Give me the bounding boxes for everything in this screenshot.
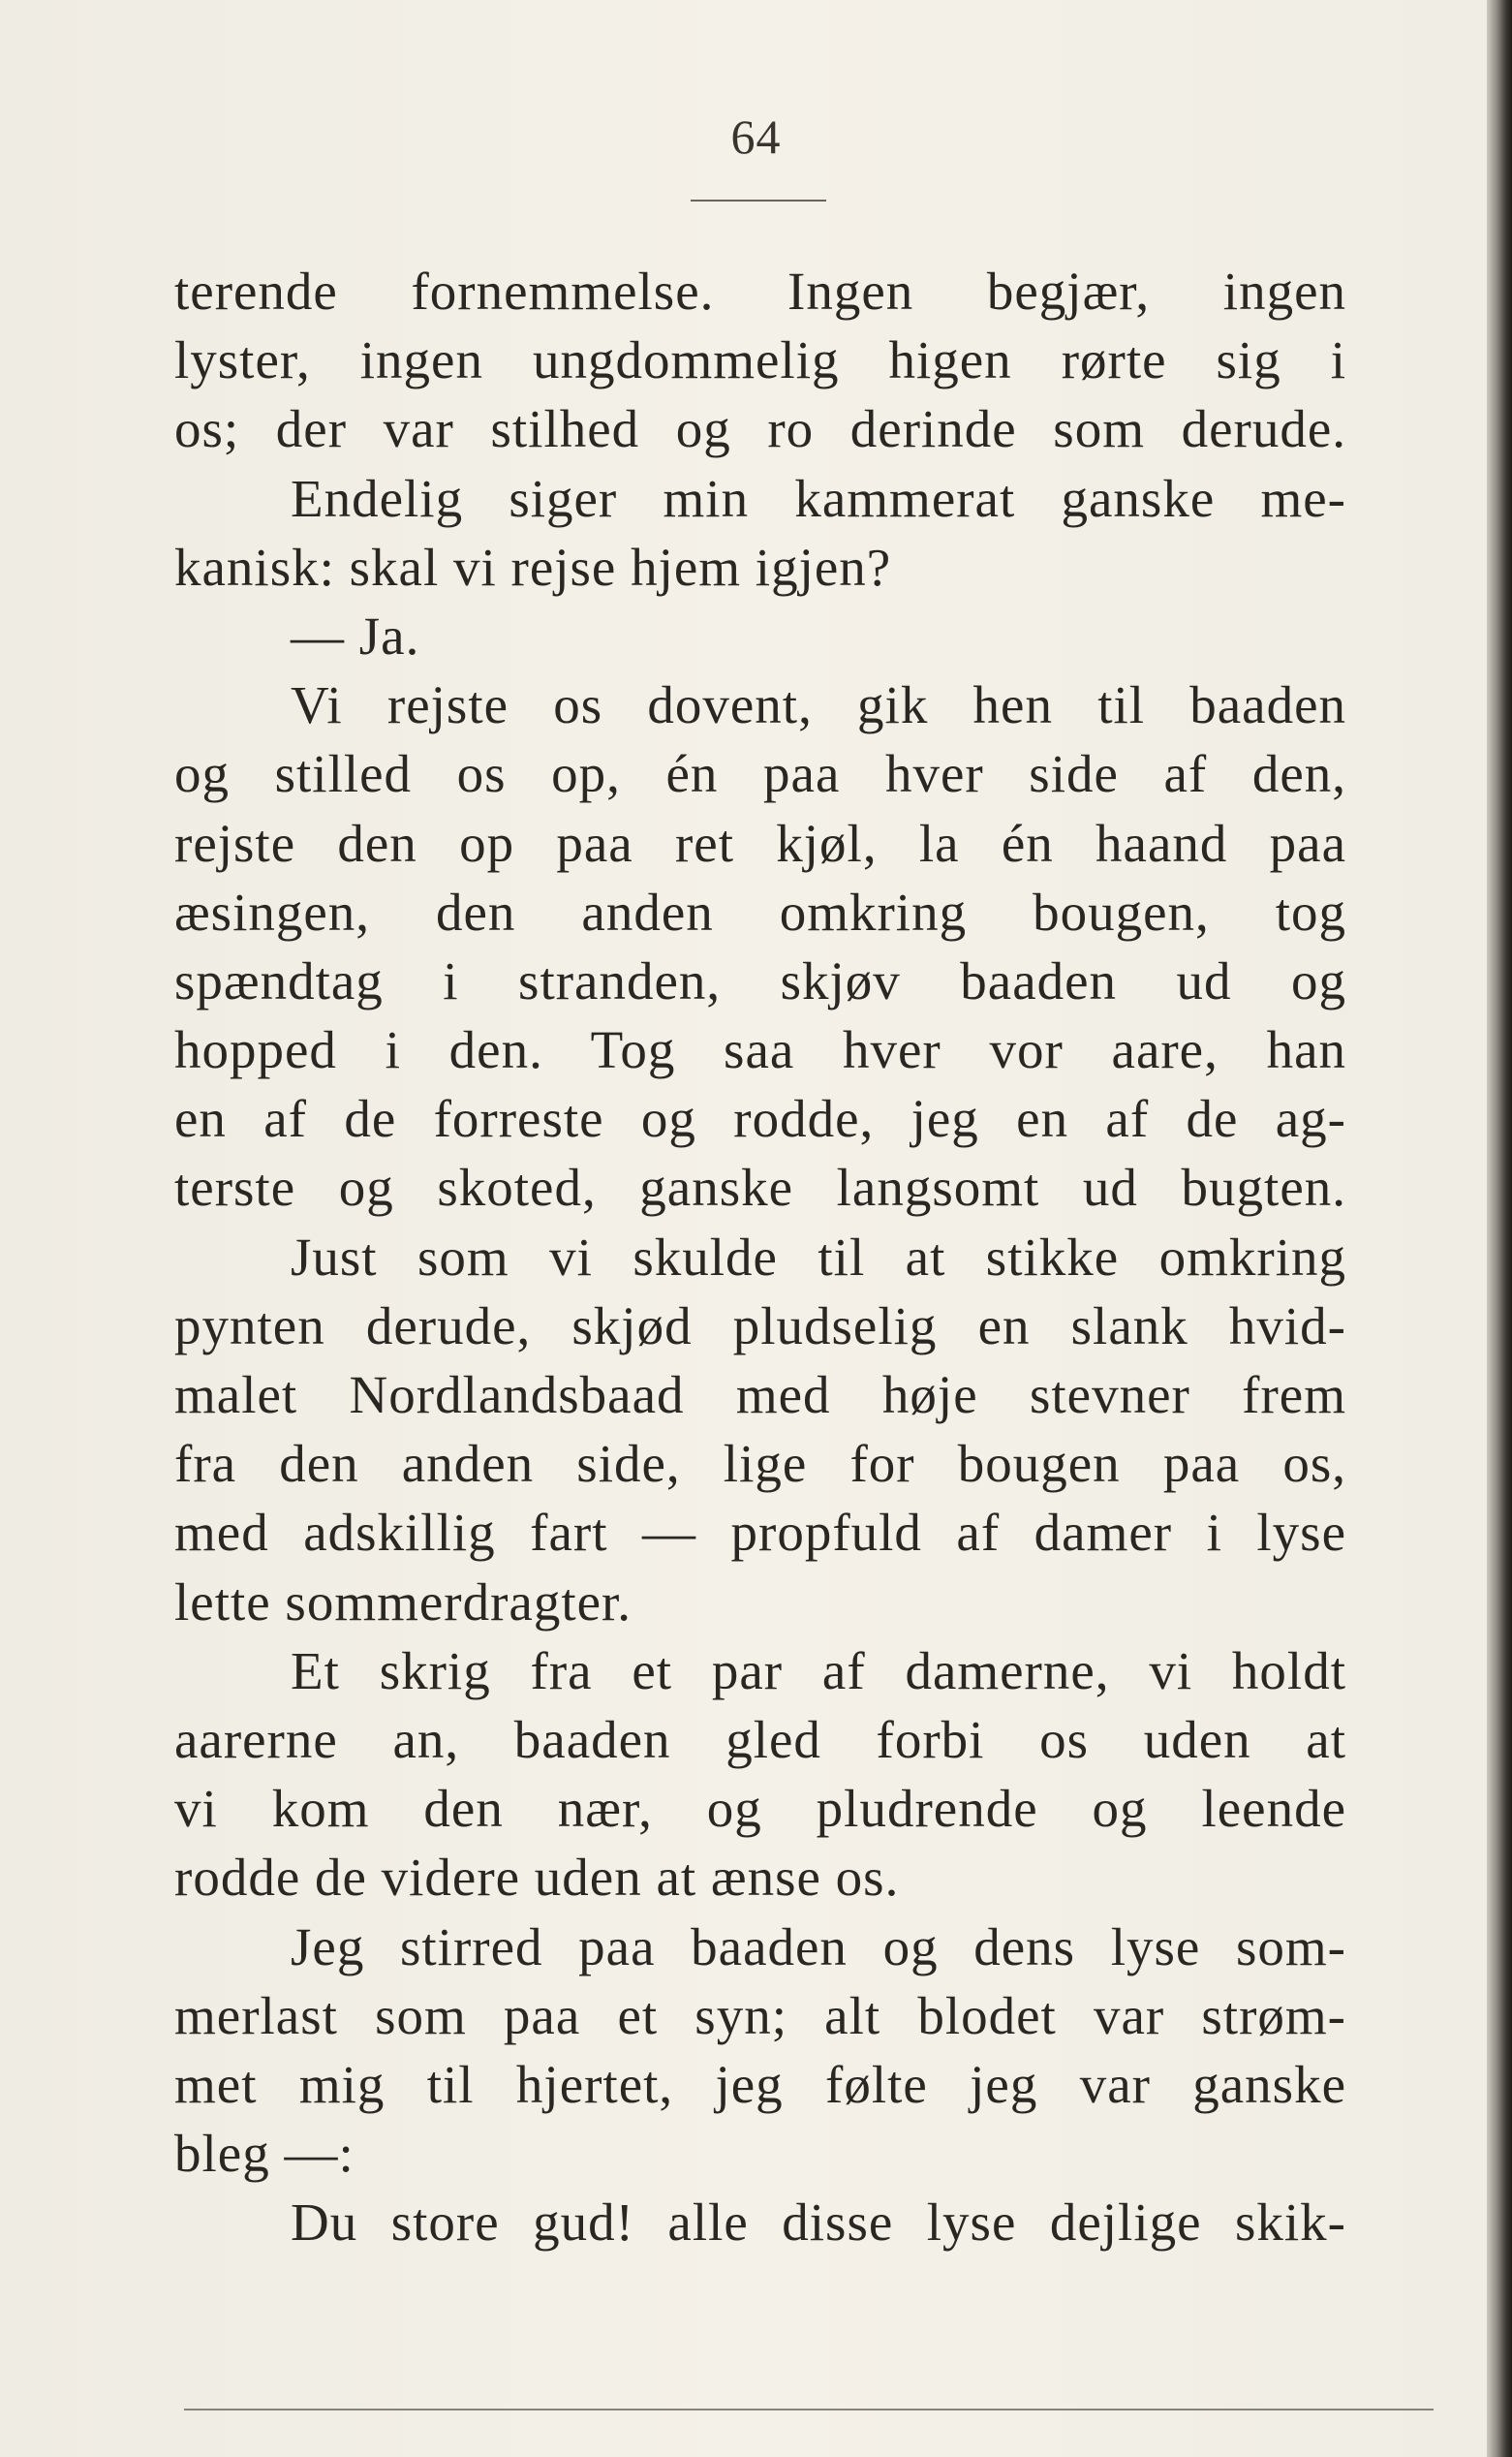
page-number: 64	[730, 109, 782, 164]
page-bottom-edge	[184, 2409, 1434, 2410]
text-line: rejste den op paa ret kjøl, la én haand paa	[174, 813, 1346, 873]
page-edge-shadow	[1487, 0, 1512, 2457]
text-line: vi kom den nær, og pludrende og leende	[174, 1779, 1346, 1839]
text-line: Endelig siger min kammerat ganske me-	[291, 468, 1346, 528]
text-line: — Ja.	[291, 606, 420, 666]
text-line: en af de forreste og rodde, jeg en af de ag-	[174, 1089, 1346, 1149]
text-line: Et skrig fra et par af damerne, vi holdt	[291, 1640, 1346, 1700]
text-line: med adskillig fart — propfuld af damer i lyse	[174, 1503, 1346, 1563]
text-line: bleg —:	[174, 2124, 355, 2184]
body-text	[174, 257, 1346, 2256]
text-line: malet Nordlandsbaad med høje stevner frem	[174, 1365, 1346, 1424]
text-line: og stilled os op, én paa hver side af den,	[174, 744, 1346, 804]
text-line: spændtag i stranden, skjøv baaden ud og	[174, 950, 1346, 1011]
text-line: lyster, ingen ungdommelig higen rørte sig i	[174, 330, 1346, 390]
text-line: Vi rejste os dovent, gik hen til baaden	[291, 675, 1346, 735]
text-line: æsingen, den anden omkring bougen, tog	[174, 882, 1346, 942]
text-line: os; der var stilhed og ro derinde som derude.	[174, 399, 1346, 459]
text-line: Du store gud! alle disse lyse dejlige skik-	[291, 2193, 1346, 2253]
text-line: pynten derude, skjød pludselig en slank hvid-	[174, 1295, 1346, 1355]
text-line: rodde de videre uden at ænse os.	[174, 1848, 900, 1908]
text-line: hopped i den. Tog saa hver vor aare, han	[174, 1020, 1346, 1080]
text-line: merlast som paa et syn; alt blodet var strøm-	[174, 1985, 1346, 2045]
text-line: aarerne an, baaden gled forbi os uden at	[174, 1709, 1346, 1769]
text-line: fra den anden side, lige for bougen paa os,	[174, 1434, 1346, 1494]
text-line: Just som vi skulde til at stikke omkring	[291, 1227, 1346, 1287]
text-line: met mig til hjertet, jeg følte jeg var ganske	[174, 2054, 1346, 2114]
text-line: Jeg stirred paa baaden og dens lyse som-	[291, 1916, 1346, 1976]
text-line: terste og skoted, ganske langsomt ud bugten.	[174, 1158, 1346, 1218]
text-line: lette sommerdragter.	[174, 1571, 633, 1632]
text-line: kanisk: skal vi rejse hjem igjen?	[174, 537, 892, 597]
page-number-rule	[691, 200, 826, 202]
text-line: terende fornemmelse. Ingen begjær, ingen	[174, 262, 1346, 321]
